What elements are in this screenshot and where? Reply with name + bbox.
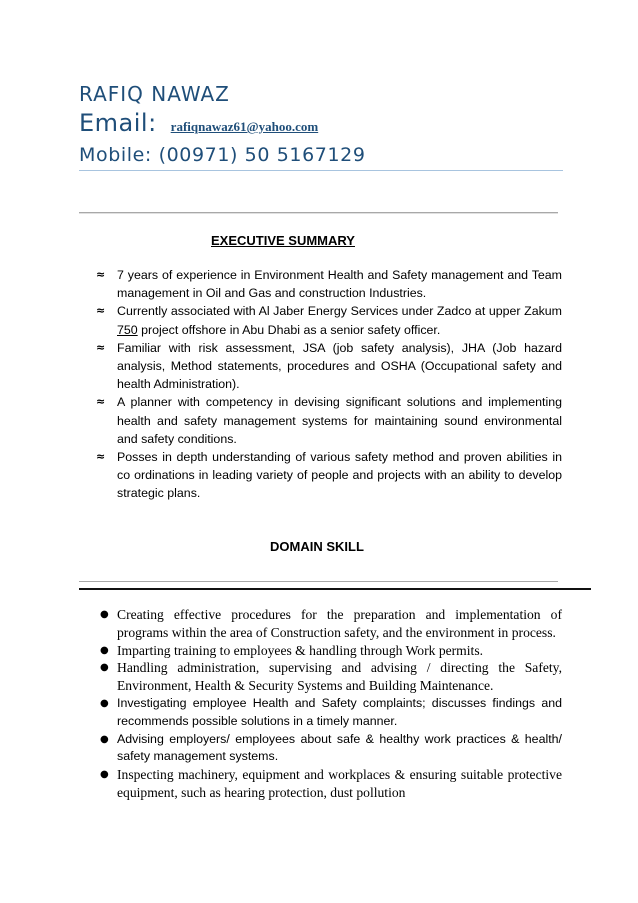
domain-text: Inspecting machinery, equipment and workplaces & ensuring suitable protective equipment, such as hearing protection, dust pollution	[117, 767, 562, 800]
summary-text: 7 years of experience in Environment Health and Safety management and Team management in Oil and Gas and construction Industries.	[117, 268, 562, 301]
list-item	[96, 302, 562, 338]
domain-text: Imparting training to employees & handling through Work permits.	[117, 642, 484, 658]
mobile-number: Mobile: (00971) 50 5167129	[79, 144, 366, 166]
summary-text-underlined: 750	[117, 322, 138, 337]
list-item	[96, 339, 562, 394]
list-item	[96, 448, 562, 503]
summary-text: A planner with competency in devising significant solutions and implementing health and safety management systems for maintaining sound environmental and safety conditions.	[117, 395, 562, 446]
summary-text: Posses in depth understanding of various safety method and proven abilities in co ordinations in leading variety of people and projects with an ability to develop strategic plans.	[117, 450, 562, 501]
list-item	[96, 266, 562, 302]
domain-skill-heading: DOMAIN SKILL	[270, 539, 364, 554]
domain-divider	[79, 581, 558, 582]
section-divider	[79, 212, 558, 214]
list-item	[97, 659, 562, 695]
approx-bullet-icon: ≈	[96, 450, 106, 464]
approx-bullet-icon: ≈	[96, 340, 106, 354]
list-item	[97, 766, 562, 802]
executive-summary-list	[96, 266, 562, 503]
list-item	[97, 695, 562, 731]
domain-text: Handling administration, supervising and advising / directing the Safety, Environment, Health & Security Systems and Building Maintenance.	[117, 660, 562, 694]
email-link[interactable]: rafiqnawaz61@yahoo.com	[170, 119, 319, 134]
summary-text: Familiar with risk assessment, JSA (job safety analysis), JHA (Job hazard analysis, Method statements, procedures and OSHA (Occupational safety and health Administration).	[117, 340, 562, 392]
list-item	[97, 642, 562, 660]
executive-summary-title: EXECUTIVE SUMMARY	[211, 233, 355, 248]
domain-text: Investigating employee Health and Safety complaints; discusses findings and recommends possible solutions in a timely manner.	[117, 695, 562, 728]
domain-text: Advising employers/ employees about safe & healthy work practices & health/ safety management systems.	[117, 731, 562, 764]
summary-text: Currently associated with Al Jaber Energy Services under Zadco at upper	[117, 304, 521, 319]
disc-bullet-icon: ●	[100, 697, 109, 709]
list-item	[97, 606, 562, 642]
domain-skill-list	[97, 606, 562, 802]
summary-text: Zakum	[524, 304, 562, 319]
email-row	[79, 109, 318, 137]
email-label: Email:	[79, 109, 157, 137]
disc-bullet-icon: ●	[100, 662, 109, 674]
executive-summary-heading	[79, 233, 563, 248]
list-item	[97, 731, 562, 767]
disc-bullet-icon: ●	[100, 769, 109, 781]
disc-bullet-icon: ●	[100, 733, 109, 745]
disc-bullet-icon: ●	[100, 644, 109, 656]
domain-text: Creating effective procedures for the preparation and implementation of programs within the area of Construction safety, and the environment in process.	[117, 607, 562, 640]
approx-bullet-icon: ≈	[96, 268, 106, 281]
summary-text: project offshore in Abu Dhabi as a senior safety officer.	[137, 322, 441, 337]
approx-bullet-icon: ≈	[96, 395, 106, 409]
candidate-name: RAFIQ NAWAZ	[79, 82, 230, 106]
domain-divider-thick	[79, 588, 591, 590]
approx-bullet-icon: ≈	[96, 304, 106, 318]
disc-bullet-icon: ●	[100, 609, 109, 620]
header-divider	[79, 170, 563, 171]
list-item	[96, 393, 562, 448]
